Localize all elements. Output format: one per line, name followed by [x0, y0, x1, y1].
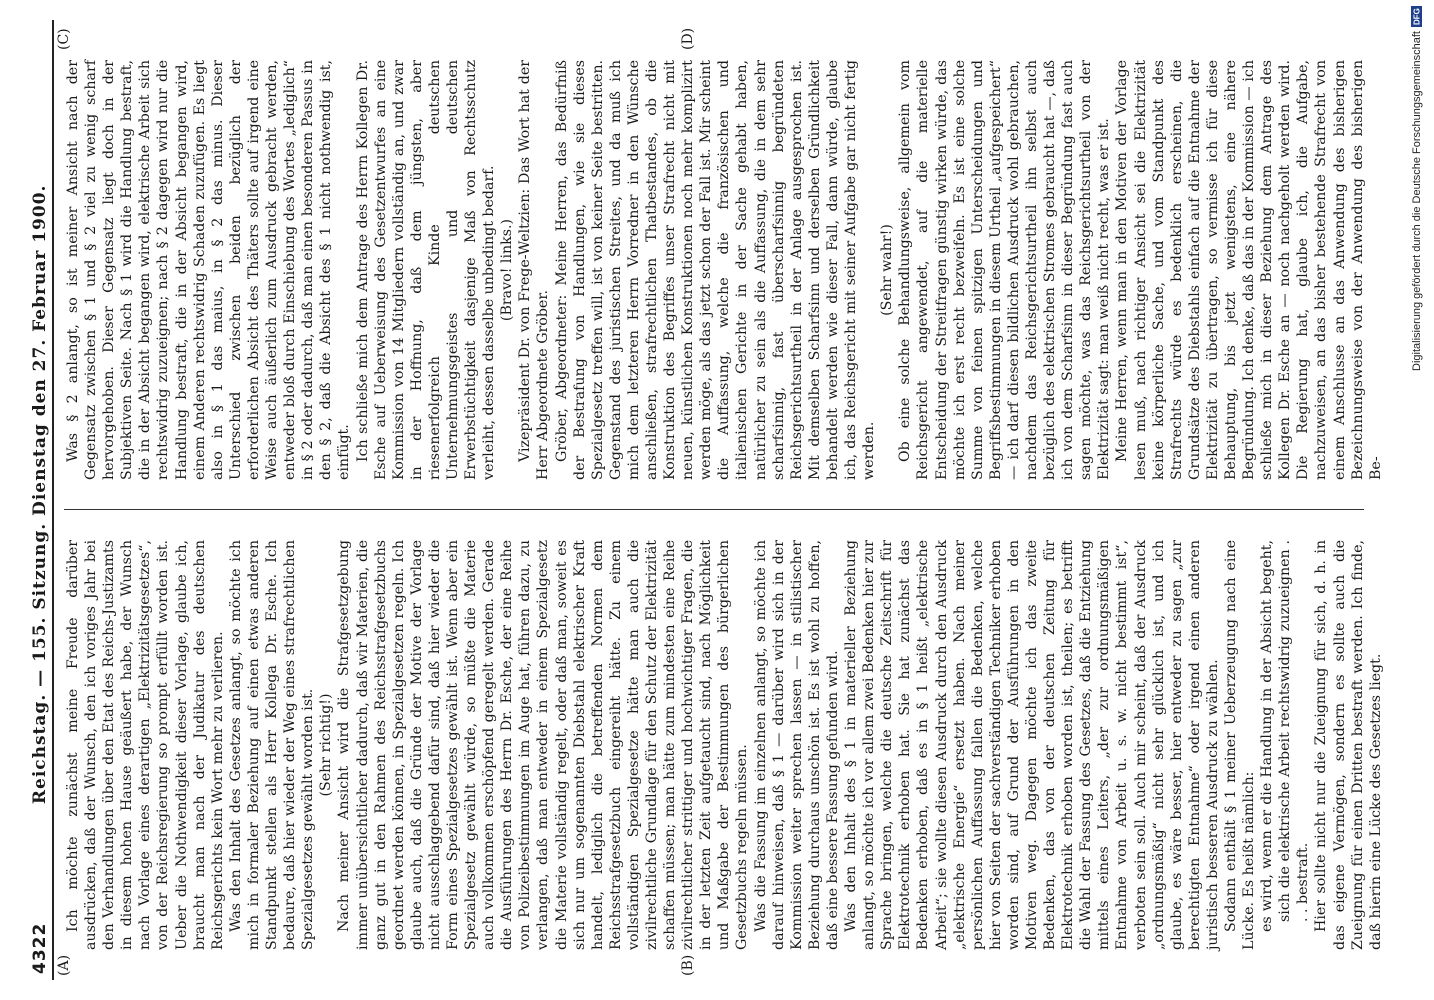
paragraph: Meine Herren, wenn man in den Motiven der Vorlage lesen muß, nach richtiger Ansicht sei die Elektrizität keine körperliche Sache, und vom Standpunkt des Strafrechts würde es bedenklich erscheinen, die Grundsätze des Diebstahls einfach auf die Entnahme der Elektrizität zu übertragen, so vermisse ich für diese Behauptung, bis jetzt wenigstens, eine nähere Begründung. Ich denke, daß das in der Kommission — ich schließe mich in dieser Beziehung dem Antrage des Kollegen Dr. Esche an — noch nachgeholt werden wird. Die Regierung hat, glaube ich, die Aufgabe, nachzuweisen, an das bisher bestehende Strafrecht von einem Anschlusse an das Anwendung des bisherigen Bezeichnungsweise von der Anwendung des bisherigen Be- — [1114, 60, 1384, 480]
paragraph: Was die Fassung im einzelnen anlangt, so möchte ich darauf hinweisen, daß § 1 — darüber wird sich in der Kommission weiter sprechen lassen — in stilistischer Beziehung durchaus unschön ist. Es ist wohl zu hoffen, daß eine bessere Fassung gefunden wird. — [752, 540, 841, 950]
interjection: (Bravo! links.) — [499, 218, 516, 322]
document-page — [20, 20, 1420, 980]
paragraph: Hier sollte nicht nur die Zueignung für sich, d. h. in das eigene Vermögen, sondern es sollte auch die Zueignung für einen Dritten bestraft werden. Ich finde, daß hierin eine Lücke des Gesetzes liegt. — [1313, 540, 1384, 950]
paragraph: Sodann enthält § 1 meiner Ueberzeugung nach eine Lücke. Es heißt nämlich: — [1223, 540, 1258, 950]
speaker-intro: Vizepräsident Dr. von Frege-Weltzien: Das Wort hat der Herr Abgeordnete Gröber. — [517, 60, 552, 480]
interjection: (Sehr richtig!) — [318, 693, 335, 797]
dfg-logo: DFG — [1412, 8, 1422, 25]
paragraph: Ob eine solche Behandlungsweise, allgemein vom Reichsgericht angewendet, auf die materielle Entscheidung der Streitfragen günstig wirken würde, das möchte ich erst recht bezweifeln. Es ist eine solche Summe von feinen spitzigen Unterscheidungen und Begriffsbestimmungen in diesem Urtheil „aufgespeichert“ — ich darf diesen bildlichen Ausdruck wohl gebrauchen, nachdem das Reichsgerichtsurtheil ihn selbst auch bezüglich des elektrischen Stromes gebraucht hat —, daß ich von dem Scharfsinn in dieser Begründung fast auch sagen möchte, was das Reichsgerichtsurtheil von der Elektrizität sagt: man weiß nicht recht, was er ist. — [897, 60, 1113, 480]
left-column — [64, 540, 1394, 950]
paragraph: Was § 2 anlangt, so ist meiner Ansicht nach der Gegensatz zwischen § 1 und § 2 viel zu wenig scharf hervorgehoben. Dieser Gegensatz liegt doch in der Subjektiven Seite. Nach § 1 wird die Handlung bestraft, die in der Absicht begangen wird, elektrische Arbeit sich rechtswidrig zuzueignen; nach § 2 dagegen wird nur die Handlung bestraft, die in der Absicht begangen wird, einem Anderen rechtswidrig Schaden zuzufügen. Es liegt also in § 1 das maius, in § 2 das minus. Dieser Unterschied zwischen beiden bezüglich der erforderlichen Absicht des Thäters sollte auf irgend eine Weise auch äußerlich zum Ausdruck gebracht werden, entweder bloß durch Einschiebung des Wortes „lediglich“ in § 2 oder dadurch, daß man einen besonderen Passus in den § 2, daß die Absicht des § 1 nicht nothwendig ist, einfügt. — [65, 60, 353, 480]
margin-letter-b: (B) — [680, 954, 696, 976]
margin-letter-a: (A) — [56, 954, 72, 976]
digitization-credit — [1406, 6, 1428, 994]
page-header — [20, 20, 54, 980]
paragraph: Gröber, Abgeordneter: Meine Herren, das Bedürfniß der Bestrafung von Handlungen, wie sie dieses Spezialgesetz treffen will, ist von keiner Seite bestritten. Gegenstand des juristischen Streites, und da muß ich mich dem letzteren Herrn Vorredner in den Wünsche anschließen, strafrechtlichen Thatbestandes, ob die Konstruktion des Begriffes unser Strafrecht nicht mit neuen, künstlichen Konstruktionen noch mehr komplizirt werden möge, als das jetzt schon der Fall ist. Mir scheint die Auffassung, welche die französischen und italienischen Gerichte in der Sache gehabt haben, natürlicher zu sein als die Auffassung, die in dem sehr scharfsinnig, fast überscharfsinnig begründeten Reichsgerichtsurtheil in der Anlage ausgesprochen ist. Mit demselben Scharfsinn und derselben Gründlichkeit behandelt werden wie dieser Fall, dann würde, glaube ich, das Reichsgericht mit seiner Aufgabe gar nicht fertig werden. — [553, 60, 878, 480]
paragraph: Ich schließe mich dem Antrage des Herrn Kollegen Dr. Esche auf Ueberweisung des Gesetzentwurfes an eine Kommission von 14 Mitgliedern vollständig an, und zwar in der Hoffnung, daß dem jüngsten, aber riesenerfolgreich Kinde deutschen Unternehmungsgeistes und deutschen Erwerbstüchtigkeit dasjenige Maß von Rechtsschutz verleiht, dessen dasselbe unbedingt bedarf. — [354, 60, 498, 480]
paragraph: Ich möchte zunächst meine Freude darüber ausdrücken, daß der Wunsch, den ich voriges Jahr bei den Verhandlungen über den Etat des Reichs-Justizamts in diesem hohen Hause geäußert habe, der Wunsch nach Vorlage eines derartigen „Elektrizitätsgesetzes“, von der Reichsregierung so prompt erfüllt worden ist. Ueber die Nothwendigkeit dieser Vorlage, glaube ich, braucht man nach der Judikatur des deutschen Reichsgerichts kein Wort mehr zu verlieren. — [65, 540, 226, 950]
margin-letter-d: (D) — [680, 27, 696, 50]
credit-text: Digitalisierung gefördert durch die Deutsche Forschungsgemeinschaft — [1411, 30, 1423, 371]
paragraph: Was den Inhalt des Gesetzes anlangt, so möchte ich mich in formaler Beziehung auf einen etwas anderen Standpunkt stellen als Herr Kollega Dr. Esche. Ich bedaure, daß hier wieder der Weg eines strafrechtlichen Spezialgesetzes gewählt worden ist. — [227, 540, 317, 950]
page-number: 4322 — [30, 922, 50, 974]
paragraph: Was den Inhalt des § 1 in materieller Beziehung anlangt, so möchte ich vor allem zwei Bedenken hier zur Sprache bringen, welche die deutsche Zeitschrift für Elektrotechnik erhoben hat. Sie hat zunächst das Bedenken erhoben, daß es in § 1 heißt „elektrische Arbeit“; sie wollte diesen Ausdruck durch den Ausdruck „elektrische Energie“ ersetzt haben. Nach meiner persönlichen Auffassung fallen die Bedenken, welche hier von Seiten der sachverständigen Techniker erhoben worden sind, auf Grund der Ausführungen in den Motiven weg. Dagegen möchte ich das zweite Bedenken, das von der deutschen Zeitung für Elektrotechnik erhoben worden ist, theilen; es betrifft die Wahl der Fassung des Gesetzes, daß die Entziehung mittels eines Leiters, „der zur ordnungsmäßigen Entnahme von Arbeit u. s. w. nicht bestimmt ist“, verboten sein soll. Auch mir scheint, daß der Ausdruck „ordnungsmäßig“ nicht sehr glücklich ist, und ich glaube, es wäre besser, hier entweder zu sagen „zur berechtigten Entnahme“ oder irgend einen anderen juristisch besseren Ausdruck zu wählen. — [843, 540, 1221, 950]
paragraph: Nach meiner Ansicht wird die Strafgesetzgebung immer unübersichtlicher dadurch, daß wir Materien, die ganz gut in den Rahmen des Reichsstrafgesetzbuchs geordnet werden können, in Spezialgesetzen regeln. Ich glaube auch, daß die Gründe der Motive der Vorlage nicht ausschlaggebend dafür sind, daß hier wieder die Form eines Spezialgesetzes gewählt ist. Wenn aber ein Spezialgesetz gewählt würde, so müßte die Materie auch vollkommen erschöpfend geregelt werden. Gerade die Ausführungen des Herrn Dr. Esche, der eine Reihe von Polizeibestimmungen im Auge hat, führen dazu, zu verlangen, daß man entweder in einem Spezialgesetz die Materie vollständig regelt, oder daß man, soweit es sich nur um sogenannten Diebstahl elektrischer Kraft handelt, lediglich die betreffenden Normen dem Reichsstrafgesetzbuch eingereiht hätte. Zu einem vollständigen Spezialgesetze hätte man auch die zivilrechtliche Grundlage für den Schutz der Elektrizität schaffen müssen; man hätte zum mindesten eine Reihe zivilrechtlicher strittiger und hochwichtiger Fragen, die in der letzten Zeit aufgetaucht sind, nach Möglichkeit und Maßgabe der Bestimmungen des bürgerlichen Gesetzbuchs regeln müssen. — [336, 540, 751, 950]
right-column — [64, 60, 1394, 480]
margin-letter-c: (C) — [56, 28, 72, 50]
column-divider — [64, 509, 1364, 510]
interjection: (Sehr wahr!) — [879, 224, 896, 316]
page-title: Reichstag. — 155. Sitzung. Dienstag den 27. Februar 1900. — [30, 184, 50, 805]
quoted-law: es wird, wenn er die Handlung in der Absicht begeht, sich die elektrische Arbeit rechtswidrig zuzueignen . . . bestraft. — [1259, 540, 1312, 932]
